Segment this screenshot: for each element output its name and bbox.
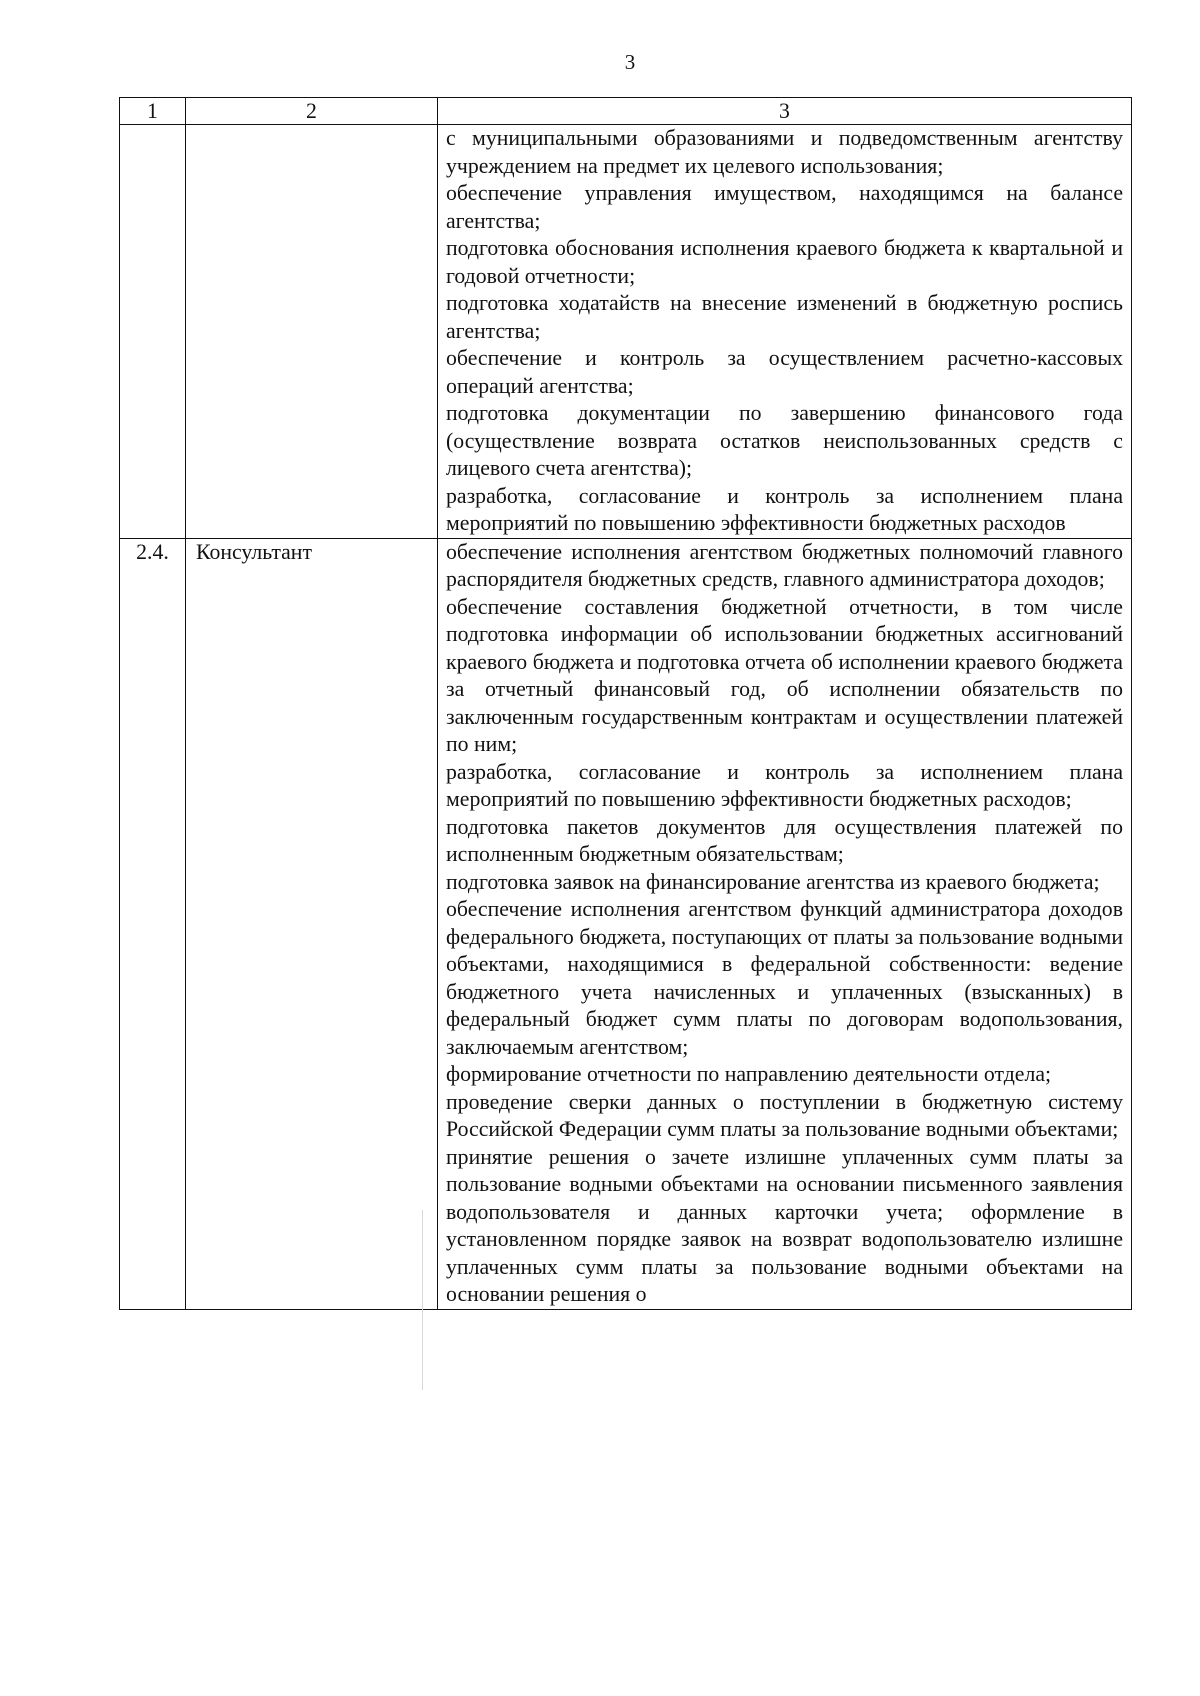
- duty-item: обеспечение исполнения агентством функций администратора доходов федерального бюджета, поступающих от платы за пользование водными объектами, находящимися в федеральной собственности: ведение бюджетного учета начисленных и уплаченных (взысканных) в федеральный бюджет сумм платы по договорам водопользования, заключаемым агентством;: [446, 897, 1123, 1059]
- table-header-row: [120, 98, 1132, 125]
- duty-item: с муниципальными образованиями и подведомственным агентству учреждением на предмет их целевого использования;: [446, 126, 1123, 178]
- duties-cell: [438, 538, 1132, 1309]
- duty-item: проведение сверки данных о поступлении в бюджетную систему Российской Федерации сумм платы за пользование водными объектами;: [446, 1089, 1123, 1141]
- duty-item: подготовка обоснования исполнения краевого бюджета к квартальной и годовой отчетности;: [446, 236, 1123, 288]
- duty-item: обеспечение составления бюджетной отчетности, в том числе подготовка информации об использовании бюджетных ассигнований краевого бюджета и подготовка отчета об исполнении краевого бюджета за отчетный финансовый год, об исполнении обязательств по заключенным государственным контрактам и осуществлении платежей по ним;: [446, 594, 1123, 756]
- duties-table: [119, 97, 1132, 1310]
- position-title: [186, 125, 438, 539]
- duty-item: подготовка пакетов документов для осуществления платежей по исполненным бюджетным обязательствам;: [446, 814, 1123, 866]
- duty-item: подготовка документации по завершению финансового года (осуществление возврата остатков неиспользованных средств с лицевого счета агентства);: [446, 401, 1123, 480]
- row-number: [120, 125, 186, 539]
- duty-item: обеспечение исполнения агентством бюджетных полномочий главного распорядителя бюджетных средств, главного администратора доходов;: [446, 539, 1123, 591]
- position-title: Консультант: [186, 538, 438, 1309]
- duty-item: принятие решения о зачете излишне уплаченных сумм платы за пользование водными объектами на основании письменного заявления водопользователя и данных карточки учета; оформление в установленном порядке заявок на возврат водопользователю излишне уплаченных сумм платы за пользование водными объектами на основании решения о: [446, 1144, 1123, 1306]
- header-col-3: 3: [438, 98, 1132, 125]
- duty-item: подготовка заявок на финансирование агентства из краевого бюджета;: [446, 869, 1100, 894]
- page-number: 3: [624, 50, 636, 74]
- duty-item: разработка, согласование и контроль за исполнением плана мероприятий по повышению эффективности бюджетных расходов;: [446, 759, 1123, 811]
- duty-item: обеспечение и контроль за осуществлением расчетно-кассовых операций агентства;: [446, 346, 1123, 398]
- table-row: [120, 125, 1132, 539]
- duty-item: подготовка ходатайств на внесение изменений в бюджетную роспись агентства;: [446, 291, 1123, 343]
- header-col-1: 1: [120, 98, 186, 125]
- scan-artifact-line: [422, 1210, 423, 1390]
- row-number: 2.4.: [120, 538, 186, 1309]
- duty-item: разработка, согласование и контроль за исполнением плана мероприятий по повышению эффективности бюджетных расходов: [446, 483, 1123, 535]
- duty-item: обеспечение управления имуществом, находящимся на балансе агентства;: [446, 181, 1123, 233]
- duties-cell: [438, 125, 1132, 539]
- duty-item: формирование отчетности по направлению деятельности отдела;: [446, 1062, 1052, 1086]
- table-row: [120, 538, 1132, 1309]
- header-col-2: 2: [186, 98, 438, 125]
